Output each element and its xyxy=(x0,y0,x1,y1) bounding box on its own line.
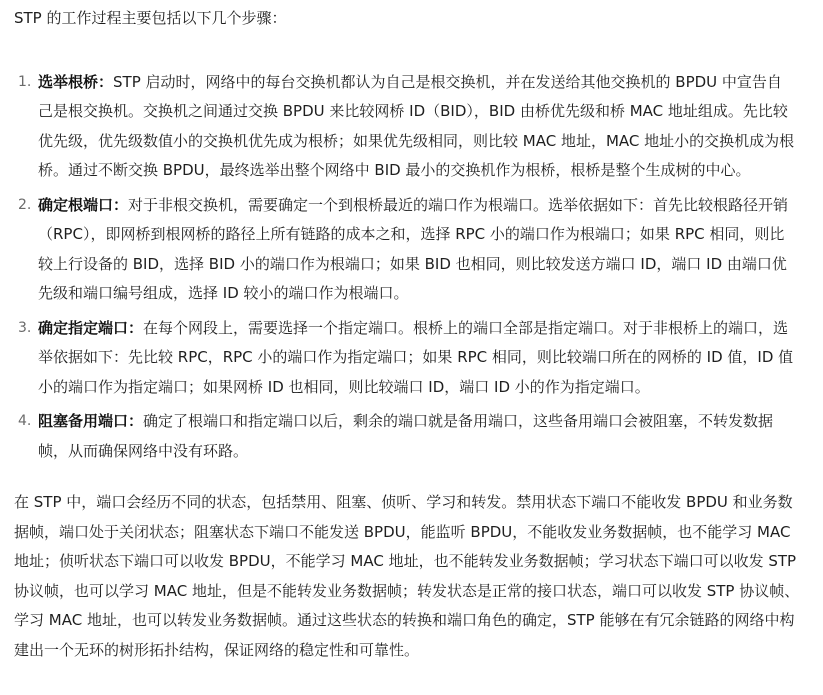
step-title: 选举根桥： xyxy=(38,72,114,91)
step-text: 对于非根交换机，需要确定一个到根桥最近的端口作为根端口。选举依据如下：首先比较根路径开销（RPC），即网桥到根网桥的路径上所有链路的成本之和，选择 RPC 小的端口作为根端口；如果 RPC 相同，则比较上行设备的 BID，选择 BID 小的端口作为根端口；如果 BID 也相同，则比较发送方端口 ID，端口 ID 由端口优先级和端口编号组成，选择 ID 较小的端口作为根端口。 xyxy=(38,195,789,302)
list-number: 4. xyxy=(18,413,32,429)
list-item xyxy=(14,314,809,403)
step-text: 在每个网段上，需要选择一个指定端口。根桥上的端口全部是指定端口。对于非根桥上的端口，选举依据如下：先比较 RPC，RPC 小的端口作为指定端口；如果 RPC 相同，则比较端口所在的网桥的 ID 值，ID 值小的端口作为指定端口；如果网桥 ID 也相同，则比较端口 ID，端口 ID 小的作为指定端口。 xyxy=(38,318,794,396)
list-number: 1. xyxy=(18,73,32,90)
step-text: 确定了根端口和指定端口以后，剩余的端口就是备用端口，这些备用端口会被阻塞，不转发数据帧，从而确保网络中没有环路。 xyxy=(38,412,774,460)
step-title: 阻塞备用端口： xyxy=(38,412,144,430)
list-item xyxy=(14,191,809,309)
list-number: 2. xyxy=(18,196,32,213)
list-number: 3. xyxy=(18,319,32,336)
list-item xyxy=(14,68,809,186)
list-item xyxy=(14,407,809,466)
step-title: 确定指定端口： xyxy=(38,318,144,337)
step-text: STP 启动时，网络中的每台交换机都认为自己是根交换机，并在发送给其他交换机的 BPDU 中宣告自己是根交换机。交换机之间通过交换 BPDU 来比较网桥 ID（BID），BID 由桥优先级和桥 MAC 地址组成。先比较优先级，优先级数值小的交换机优先成为根桥；如果优先级相同，则比较 MAC 地址，MAC 地址小的交换机成为根桥。通过不断交换 BPDU，最终选举出整个网络中 BID 最小的交换机作为根桥，根桥是整个生成树的中心。 xyxy=(38,72,795,179)
step-title: 确定根端口： xyxy=(38,195,129,214)
intro-paragraph: STP 的工作过程主要包括以下几个步骤： xyxy=(14,9,287,27)
steps-list xyxy=(14,68,809,467)
port-states-paragraph: 在 STP 中，端口会经历不同的状态，包括禁用、阻塞、侦听、学习和转发。禁用状态下端口不能收发 BPDU 和业务数据帧，端口处于关闭状态；阻塞状态下端口不能发送 BPDU，能监听 BPDU，不能收发业务数据帧，也不能学习 MAC 地址；侦听状态下端口可以收发 BPDU，不能学习 MAC 地址，也不能转发业务数据帧；学习状态下端口可以收发 STP 协议帧，也可以学习 MAC 地址，但是不能转发业务数据帧；转发状态是正常的接口状态，端口可以收发 STP 协议帧、学习 MAC 地址，也可以转发业务数据帧。通过这些状态的转换和端口角色的确定，STP 能够在有冗余链路的网络中构建出一个无环的树形拓扑结构，保证网络的稳定性和可靠性。 xyxy=(14,493,800,659)
